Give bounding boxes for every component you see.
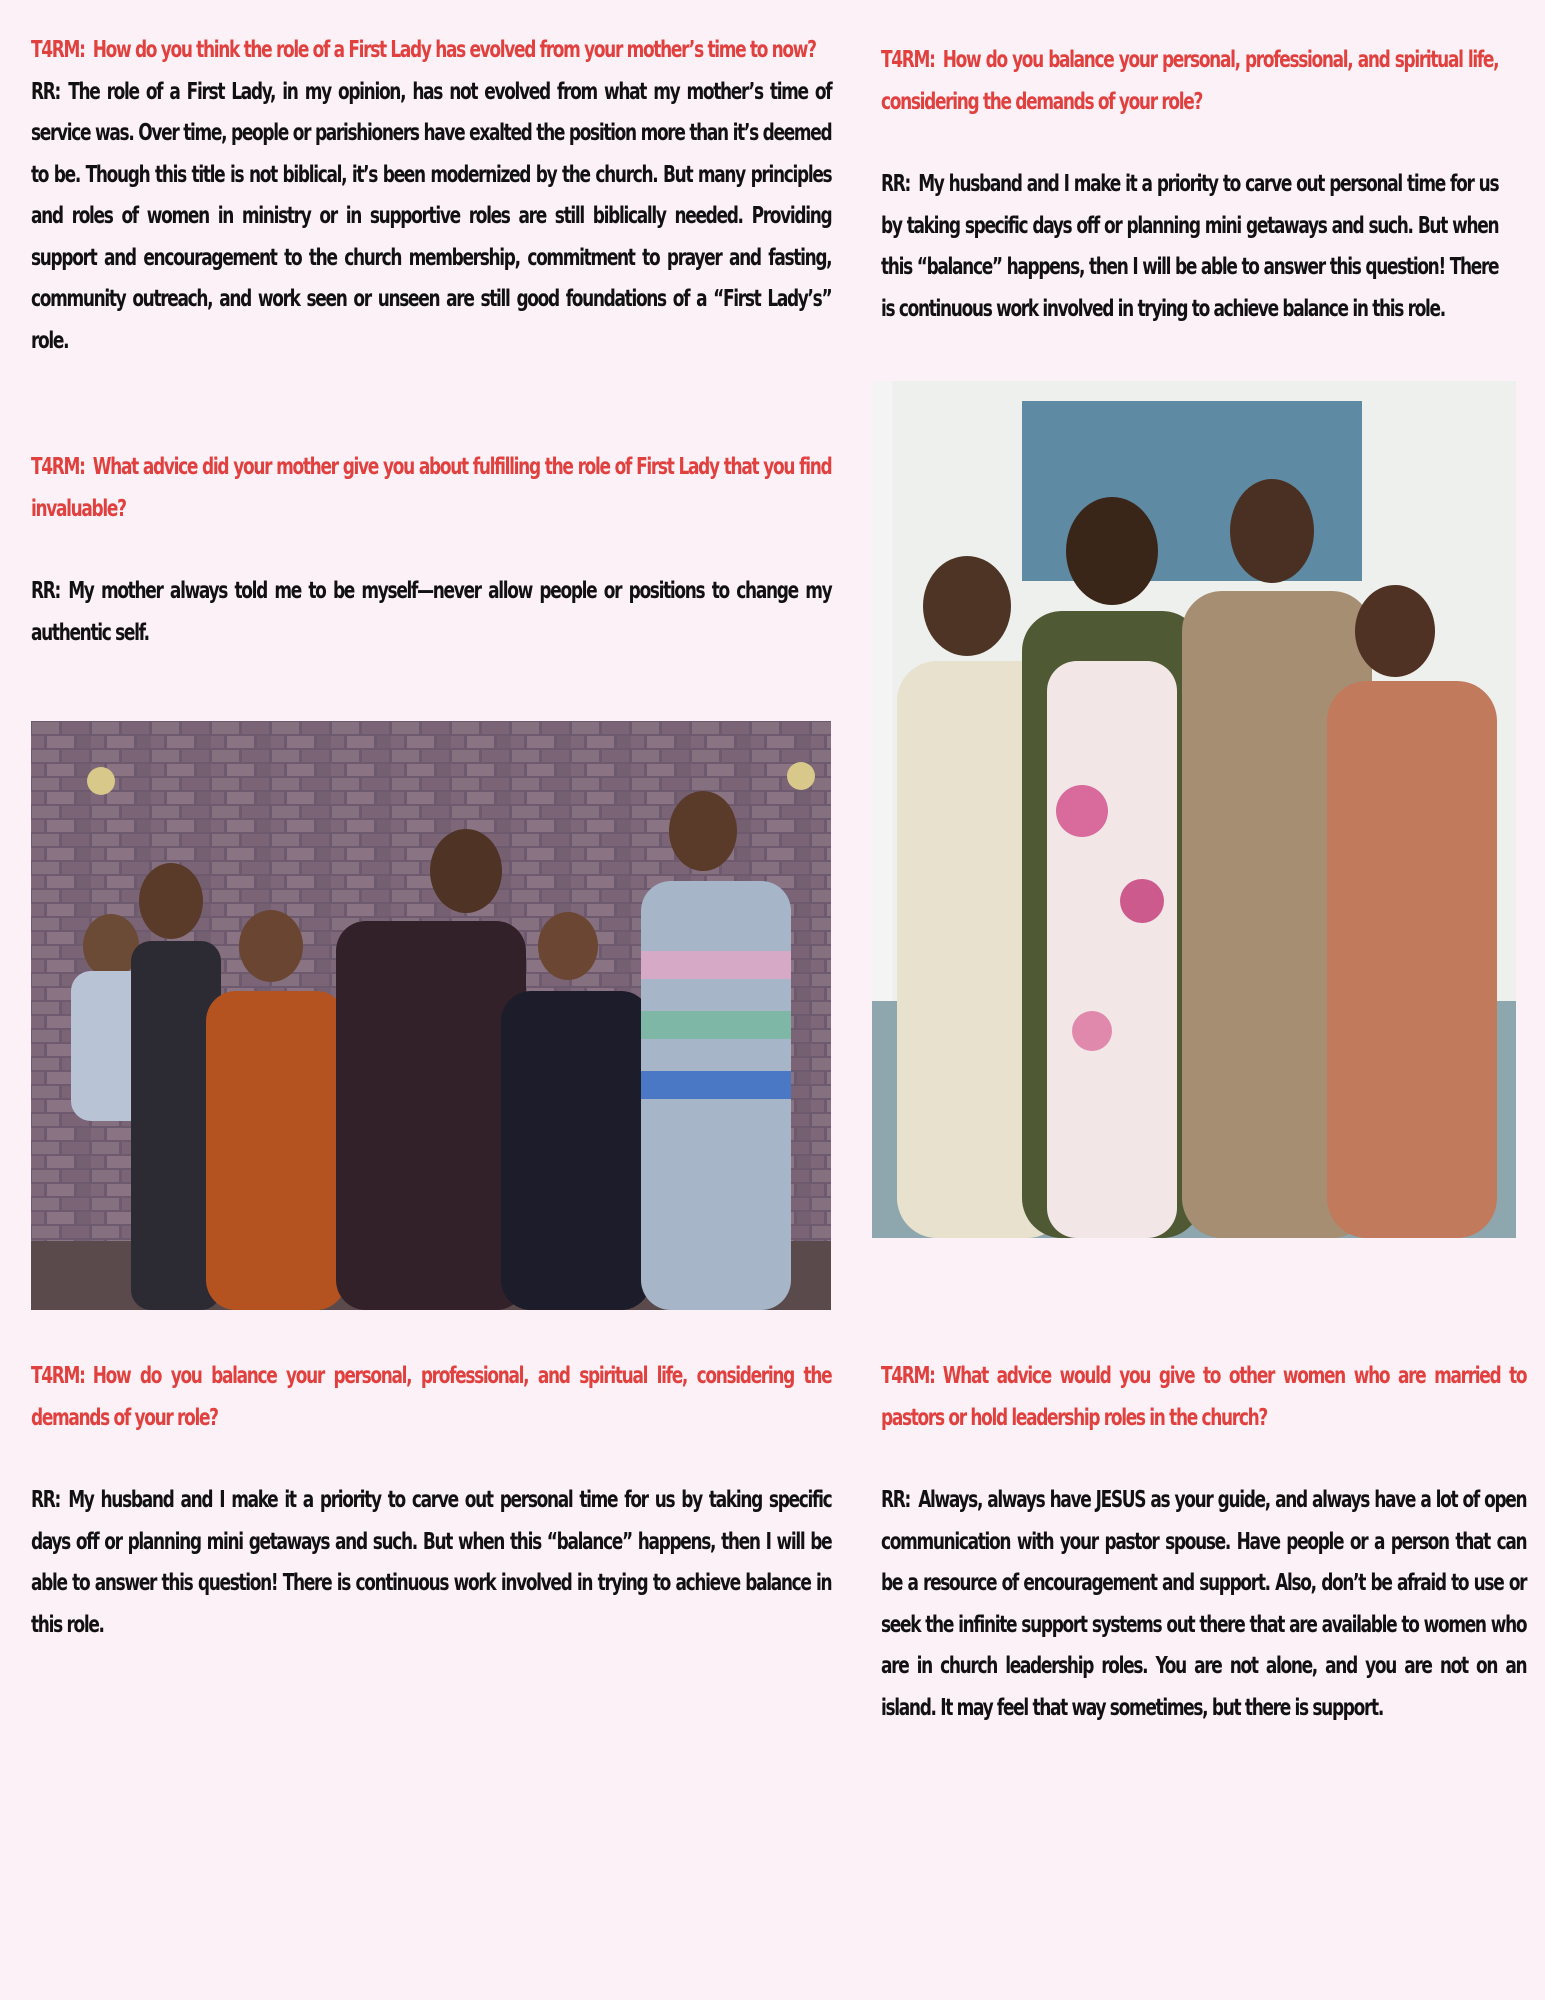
interview-q4: [31, 1356, 831, 1646]
interview-q2: [31, 447, 831, 654]
answer-text: RR: The role of a First Lady, in my opinion, has not evolved from what my mother’s time of service was. Over time, people or parishioners have exalted the position more than it’s deemed to be. Though this title is not biblical, it’s been modernized by the church. But many principles and roles of women in ministry or in supportive roles are still biblically needed. Providing support and encouragement to the church membership, commitment to prayer and fasting, community outreach, and work seen or unseen are still good foundations of a “First Lady’s” role.: [31, 78, 832, 354]
question-text: T4RM: How do you balance your personal, professional, and spiritual life, considering the demands of your role?: [881, 47, 1499, 115]
answer-tag: RR:: [31, 1487, 60, 1513]
answer-tag: RR:: [31, 578, 60, 604]
answer-tag: RR:: [31, 78, 60, 105]
interview-q3: [881, 40, 1498, 330]
answer-text: RR: Always, always have JESUS as your guide, and always have a lot of open communication with your pastor spouse. Have people or a person that can be a resource of encouragement and support. Also, don’t be afraid to use or seek the infinite support systems out there that are available to women who are in church leadership roles. You are not alone, and you are not on an island. It may feel that way sometimes, but there is support.: [881, 1487, 1527, 1721]
couples-group-photo: [872, 381, 1516, 1238]
answer-tag: RR:: [881, 171, 910, 197]
question-tag: T4RM:: [31, 37, 85, 63]
question-tag: T4RM:: [881, 47, 935, 73]
answer-text: RR: My mother always told me to be myself—never allow people or positions to change my authentic self.: [31, 578, 832, 646]
answer-tag: RR:: [881, 1487, 910, 1513]
answer-text: RR: My husband and I make it a priority to carve out personal time for us by taking specific days off or planning mini getaways and such. But when this “balance” happens, then I will be able to answer this question! There is continuous work involved in trying to achieve balance in this role.: [881, 171, 1499, 322]
interview-q5: [881, 1356, 1526, 1729]
question-tag: T4RM:: [31, 1363, 85, 1389]
question-text: T4RM: How do you think the role of a First Lady has evolved from your mother’s time to now?: [31, 37, 816, 63]
answer-text: RR: My husband and I make it a priority to carve out personal time for us by taking specific days off or planning mini getaways and such. But when this “balance” happens, then I will be able to answer this question! There is continuous work involved in trying to achieve balance in this role.: [31, 1487, 832, 1638]
question-text: T4RM: What advice would you give to other women who are married to pastors or hold leadership roles in the church?: [881, 1363, 1527, 1431]
question-tag: T4RM:: [31, 454, 85, 480]
question-text: T4RM: What advice did your mother give you about fulfilling the role of First Lady that you find invaluable?: [31, 454, 832, 522]
question-tag: T4RM:: [881, 1363, 935, 1389]
family-group-photo: [31, 721, 831, 1310]
interview-q1: [31, 30, 831, 362]
question-text: T4RM: How do you balance your personal, professional, and spiritual life, considering the demands of your role?: [31, 1363, 832, 1431]
